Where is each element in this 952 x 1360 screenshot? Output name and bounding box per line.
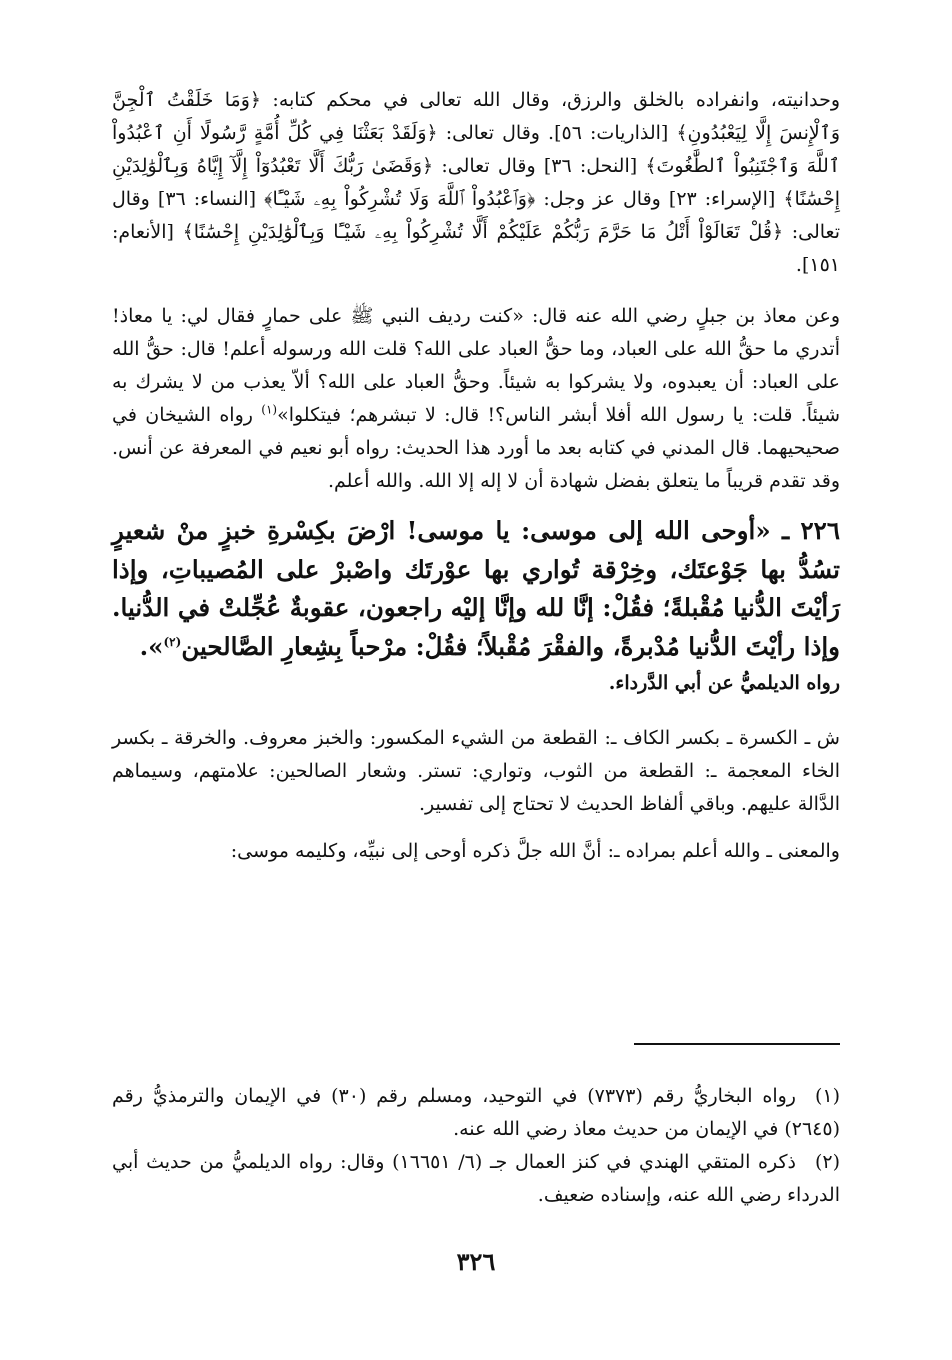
hadith-226: [112, 512, 840, 666]
hadith-226-close: ».: [139, 631, 164, 661]
footnote-1-number: (١): [814, 1085, 840, 1107]
footnote-2-number: (٢): [814, 1151, 840, 1173]
paragraph-muadh-hadith: [112, 300, 840, 498]
footnote-ref-2: (٢): [163, 634, 182, 649]
paragraph-tawheed-verses: وحدانيته، وانفراده بالخلق والرزق، وقال الله تعالى في محكم كتابه: ﴿وَمَا خَلَقْتُ ٱلْجِنَّ وَٱلْإِنسَ إِلَّا لِيَعْبُدُونِ﴾ [الذاريات: ٥٦]. وقال تعالى: ﴿وَلَقَدْ بَعَثْنَا فِي كُلِّ أُمَّةٍ رَّسُولًا أَنِ ٱعْبُدُواْ ٱللَّهَ وَٱجْتَنِبُواْ ٱلطَّٰغُوتَ﴾ [النحل: ٣٦] وقال تعالى: ﴿وَقَضَىٰ رَبُّكَ أَلَّا تَعْبُدُوٓاْ إِلَّآ إِيَّاهُ وَبِٱلْوَٰلِدَيْنِ إِحْسَٰنًا﴾ [الإسراء: ٢٣] وقال عز وجل: ﴿وَٱعْبُدُواْ ٱللَّهَ وَلَا تُشْرِكُواْ بِهِۦ شَيْـًٔا﴾ [النساء: ٣٦] وقال تعالى: ﴿قُلْ تَعَالَوْاْ أَتْلُ مَا حَرَّمَ رَبُّكُمْ عَلَيْكُمْ أَلَّا تُشْرِكُواْ بِهِۦ شَيْـًٔا وَبِٱلْوَٰلِدَيْنِ إِحْسَٰنًا﴾ [الأنعام: ١٥١].: [112, 89, 841, 276]
footnote-2-text: ذكره المتقي الهندي في كنز العمال جـ (٦/ ١٦٦٥١) وقال: رواه الديلميُّ من حديث أبي الدرداء رضي الله عنه، وإسناده ضعيف.: [112, 1151, 840, 1206]
hadith-226-narrator: رواه الديلميُّ عن أبي الدَّرداء.: [608, 672, 840, 694]
footnote-1-text: رواه البخاريُّ رقم (٧٣٧٣) في التوحيد، ومسلم رقم (٣٠) في الإيمان والترمذيُّ رقم (٢٦٤٥) في الإيمان من حديث معاذ رضي الله عنه.: [112, 1085, 840, 1140]
page-number: ٣٢٦: [456, 1247, 496, 1276]
footnotes: [112, 1080, 840, 1212]
footnote-1: [112, 1080, 840, 1146]
paragraph-explanation: ش ـ الكسرة ـ بكسر الكاف ـ: القطعة من الشيء المكسور: والخبز معروف. والخرقة ـ بكسر الخاء المعجمة ـ: القطعة من الثوب، وتواري: تستر. وشعار الصالحين: علامتهم، وسيماهم الدَّالة عليهم. وباقي ألفاظ الحديث لا تحتاج إلى تفسير.: [112, 727, 840, 815]
footnote-separator: [634, 1043, 840, 1045]
muadh-hadith-text: وعن معاذ بن جبلٍ رضي الله عنه قال: «كنت رديف النبي ﷺ على حمارٍ فقال لي: يا معاذ! أتدري ما حقُّ الله على العباد، وما حقُّ العباد على الله؟ قلت الله ورسوله أعلم! قال: حقُّ الله على العباد: أن يعبدوه، ولا يشركوا به شيئاً. وحقُّ العباد على الله؟ ألاّ يعذب من لا يشرك به شيئاً. قلت: يا رسول الله أفلا أبشر الناس؟! قال: لا تبشرهم؛ فيتكلوا»: [112, 305, 840, 426]
page-body: [112, 84, 840, 868]
footnote-2: [112, 1146, 840, 1212]
footnote-ref-1: (١): [261, 402, 278, 417]
hadith-226-text: ٢٢٦ ـ «أوحى الله إلى موسى: يا موسى! ارْضَ بكِسْرةِ خبزٍ منْ شعيرٍ تسُدُّ بها جَوْعتَك، وخِرْقة تُواري بها عوْرتَك واصْبرْ على المُصيباتِ، وإذا رَأيْتَ الدُّنيا مُقْبلةً؛ فقُلْ: إنَّا لله وإنَّا إليْه راجعون، عقوبةٌ عُجِّلتْ في الدُّنيا. وإذا رأيْتَ الدُّنيا مُدْبرةً، والفقْرَ مُقْبلاً؛ فقُلْ: مرْحباً بِشِعارِ الصَّالحين: [112, 516, 840, 661]
muadh-hadith-commentary: رواه الشيخان في صحيحيهما. قال المدني في كتابه بعد ما أورد هذا الحديث: رواه أبو نعيم في المعرفة عن أنس. وقد تقدم قريباً ما يتعلق بفضل شهادة أن لا إله إلا الله. والله أعلم.: [112, 404, 840, 492]
paragraph-meaning: والمعنى ـ والله أعلم بمراده ـ: أنَّ الله جلَّ ذكره أوحى إلى نبيِّه، وكليمه موسى:: [230, 840, 840, 862]
